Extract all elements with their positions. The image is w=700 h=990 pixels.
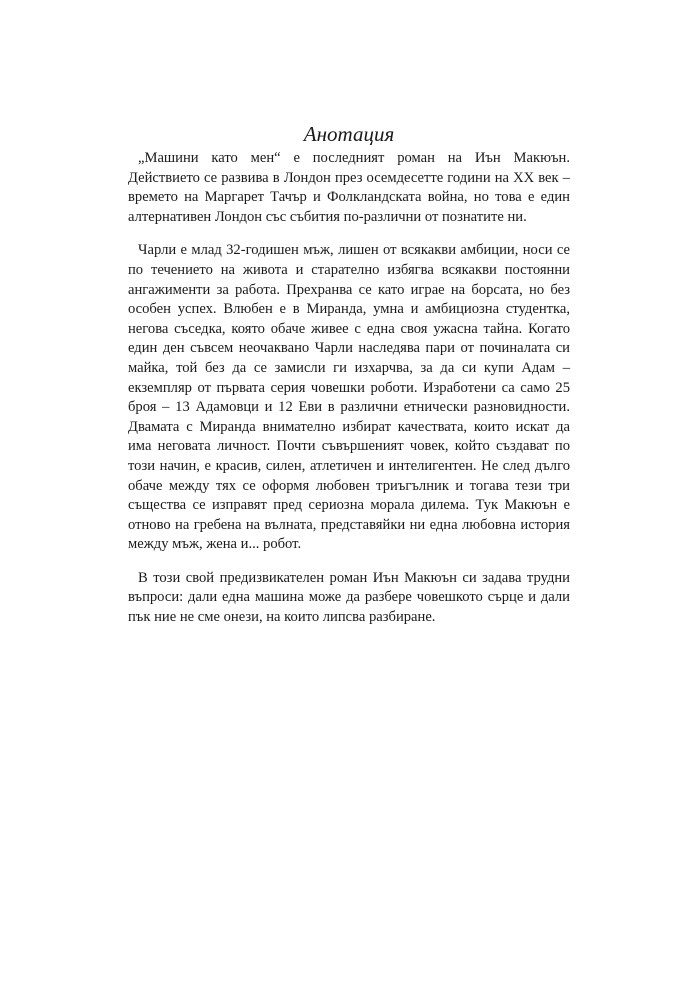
paragraph-intro: „Машини като мен“ е последният роман на Иън Макюън. Действието се развива в Лондон през осемдесетте години на XX век – времето на Маргарет Тачър и Фолкландската война, но това е един алтернативен Лондон със събития по-различни от познатите ни.: [128, 150, 570, 225]
annotation-section: [128, 121, 570, 642]
paragraph-plot: Чарли е млад 32-годишен мъж, лишен от всякакви амбиции, носи се по течението на живота и старателно избягва всякакви постоянни ангажименти за работа. Прехранва се като играе на борсата, но без особен успех. Влюбен е в Миранда, умна и амбициозна студентка, негова съседка, която обаче живее с една своя ужасна тайна. Когато един ден съвсем неочаквано Чарли наследява пари от починалата си майка, той без да се замисли ги изхарчва, за да си купи Адам – екземпляр от първата серия човешки роботи. Изработени са само 25 броя – 13 Адамовци и 12 Еви в различни етнически разновидности. Двамата с Миранда внимателно избират качествата, които искат да има неговата личност. Почти съвършеният човек, който създават по този начин, е красив, силен, атлетичен и интелигентен. Не след дълго обаче между тях се оформя любовен триъгълник и тогава тези три същества се изправят пред сериозна морала дилема. Тук Макюън е отново на гребена на вълната, представяйки ни една любовна история между мъж, жена и... робот.: [128, 242, 570, 553]
paragraph-conclusion: В този свой предизвикателен роман Иън Макюън си задава трудни въпроси: дали една машина може да разбере човешкото сърце и дали пък ние не сме онези, на които липсва разбиране.: [128, 569, 570, 626]
page-title: Анотация: [303, 122, 395, 146]
